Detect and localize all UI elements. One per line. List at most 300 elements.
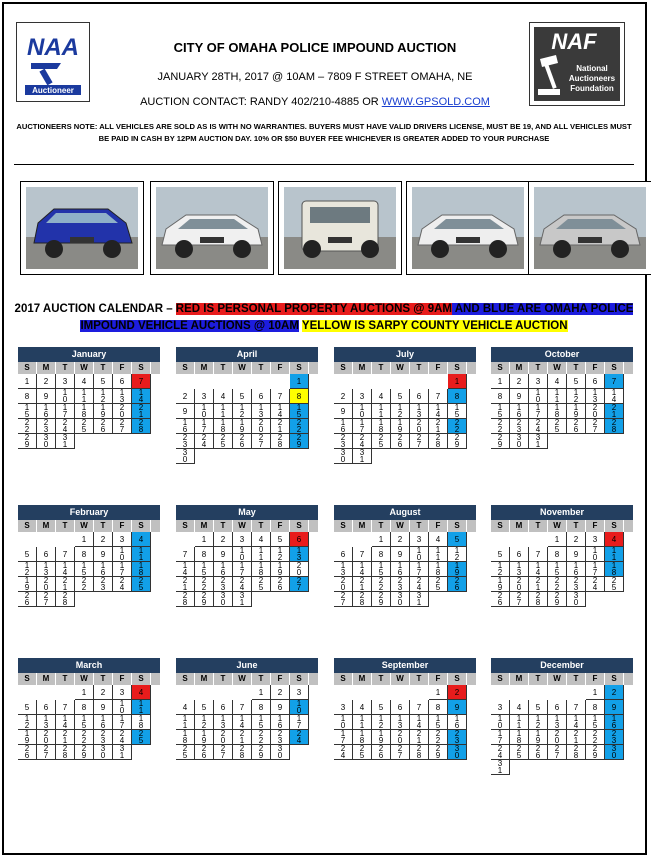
weekday-label: S bbox=[605, 520, 624, 532]
empty-day bbox=[214, 685, 233, 700]
weekday-label: F bbox=[429, 362, 448, 374]
day-cell: 1 1 bbox=[372, 404, 391, 419]
day-cell: 1 4 bbox=[429, 404, 448, 419]
day-cell: 2 4 bbox=[410, 577, 429, 592]
day-grid bbox=[334, 532, 467, 607]
day-cell: 2 4 bbox=[290, 730, 309, 745]
day-cell: 9 bbox=[94, 700, 113, 715]
day-cell: 2 5 bbox=[214, 434, 233, 449]
weekday-label: W bbox=[548, 520, 567, 532]
day-cell: 2 1 bbox=[429, 419, 448, 434]
vehicle-icon bbox=[26, 187, 138, 269]
empty-day bbox=[252, 374, 271, 389]
day-cell: 5 bbox=[372, 700, 391, 715]
day-cell: 1 8 bbox=[372, 419, 391, 434]
day-cell: 5 bbox=[94, 374, 113, 389]
day-cell: 8 bbox=[75, 700, 94, 715]
day-cell: 1 6 bbox=[214, 562, 233, 577]
weekday-label: F bbox=[586, 673, 605, 685]
day-cell: 3 0 bbox=[37, 434, 56, 449]
weekday-label: T bbox=[56, 520, 75, 532]
day-cell: 1 9 bbox=[567, 404, 586, 419]
day-cell: 2 1 bbox=[353, 577, 372, 592]
day-cell: 1 0 bbox=[233, 547, 252, 562]
month-name: August bbox=[334, 505, 476, 520]
day-cell: 2 9 bbox=[491, 434, 510, 449]
day-cell: 2 6 bbox=[372, 745, 391, 760]
month-calendar-october bbox=[491, 347, 633, 449]
day-cell: 2 3 bbox=[94, 730, 113, 745]
day-cell: 2 7 bbox=[113, 419, 132, 434]
day-cell: 8 bbox=[252, 700, 271, 715]
day-cell: 1 1 bbox=[510, 715, 529, 730]
day-cell: 4 bbox=[132, 532, 151, 547]
empty-day bbox=[233, 374, 252, 389]
month-calendar-january bbox=[18, 347, 160, 449]
month-name: May bbox=[176, 505, 318, 520]
day-cell: 2 8 bbox=[132, 419, 151, 434]
weekday-label: T bbox=[567, 673, 586, 685]
day-cell: 1 6 bbox=[176, 419, 195, 434]
calendar-title-yellow: YELLOW IS SARPY COUNTY VEHICLE AUCTION bbox=[301, 320, 568, 332]
weekday-header bbox=[176, 673, 318, 685]
day-cell: 1 4 bbox=[56, 715, 75, 730]
day-cell: 5 bbox=[18, 547, 37, 562]
day-cell: 1 3 bbox=[113, 389, 132, 404]
day-cell: 5 bbox=[271, 532, 290, 547]
weekday-label: T bbox=[252, 362, 271, 374]
weekday-label: F bbox=[113, 362, 132, 374]
day-cell: 2 0 bbox=[214, 730, 233, 745]
day-cell: 2 7 bbox=[410, 434, 429, 449]
empty-day bbox=[56, 532, 75, 547]
day-cell: 2 7 bbox=[37, 745, 56, 760]
day-cell: 1 4 bbox=[353, 562, 372, 577]
day-cell: 1 2 bbox=[372, 715, 391, 730]
day-cell: 3 bbox=[233, 532, 252, 547]
day-cell: 2 7 bbox=[290, 577, 309, 592]
contact-text: AUCTION CONTACT: RANDY 402/210-4885 OR bbox=[140, 96, 382, 108]
empty-day bbox=[372, 685, 391, 700]
month-name: January bbox=[18, 347, 160, 362]
empty-day bbox=[410, 685, 429, 700]
month-name: October bbox=[491, 347, 633, 362]
day-cell: 8 bbox=[448, 389, 467, 404]
day-cell: 1 2 bbox=[567, 389, 586, 404]
weekday-label: F bbox=[586, 520, 605, 532]
empty-day bbox=[353, 532, 372, 547]
day-cell: 1 6 bbox=[94, 562, 113, 577]
weekday-label: T bbox=[410, 673, 429, 685]
weekday-label: S bbox=[18, 362, 37, 374]
month-calendar-july bbox=[334, 347, 476, 464]
naa-logo bbox=[16, 22, 90, 102]
divider bbox=[14, 164, 634, 165]
day-cell: 2 1 bbox=[56, 730, 75, 745]
day-cell: 2 6 bbox=[448, 577, 467, 592]
day-cell: 2 1 bbox=[271, 419, 290, 434]
day-cell: 8 bbox=[429, 700, 448, 715]
day-cell: 2 8 bbox=[410, 745, 429, 760]
day-cell: 2 9 bbox=[252, 745, 271, 760]
vehicle-photo bbox=[20, 181, 144, 275]
day-cell: 6 bbox=[37, 547, 56, 562]
day-cell: 9 bbox=[567, 547, 586, 562]
weekday-label: T bbox=[56, 362, 75, 374]
empty-day bbox=[176, 685, 195, 700]
day-cell: 1 7 bbox=[491, 730, 510, 745]
day-grid bbox=[176, 374, 309, 464]
day-cell: 2 5 bbox=[510, 745, 529, 760]
naa-logo-text: NAA bbox=[27, 34, 79, 61]
weekday-label: W bbox=[75, 520, 94, 532]
day-grid bbox=[18, 685, 151, 760]
day-cell: 1 9 bbox=[448, 562, 467, 577]
day-cell: 5 bbox=[529, 700, 548, 715]
empty-day bbox=[529, 532, 548, 547]
day-cell: 2 6 bbox=[195, 745, 214, 760]
day-cell: 2 7 bbox=[214, 745, 233, 760]
day-cell: 1 3 bbox=[510, 562, 529, 577]
day-cell: 6 bbox=[410, 389, 429, 404]
month-calendar-april bbox=[176, 347, 318, 464]
day-cell: 2 0 bbox=[586, 404, 605, 419]
day-cell: 3 bbox=[113, 685, 132, 700]
day-cell: 1 3 bbox=[391, 715, 410, 730]
day-cell: 3 bbox=[290, 685, 309, 700]
empty-day bbox=[510, 532, 529, 547]
day-cell: 1 7 bbox=[195, 419, 214, 434]
day-cell: 1 0 bbox=[113, 700, 132, 715]
day-cell: 6 bbox=[334, 547, 353, 562]
day-cell: 1 2 bbox=[491, 562, 510, 577]
day-cell: 2 8 bbox=[567, 745, 586, 760]
day-cell: 2 7 bbox=[252, 434, 271, 449]
day-cell: 3 0 bbox=[94, 745, 113, 760]
day-cell: 3 bbox=[529, 374, 548, 389]
day-cell: 2 5 bbox=[429, 577, 448, 592]
day-cell: 2 9 bbox=[372, 592, 391, 607]
day-cell: 2 7 bbox=[334, 592, 353, 607]
day-cell: 2 2 bbox=[372, 577, 391, 592]
day-cell: 1 2 bbox=[233, 404, 252, 419]
day-cell: 7 bbox=[410, 700, 429, 715]
day-cell: 2 9 bbox=[429, 745, 448, 760]
day-cell: 3 bbox=[113, 532, 132, 547]
day-cell: 6 bbox=[113, 374, 132, 389]
weekday-label: S bbox=[334, 520, 353, 532]
day-cell: 1 4 bbox=[567, 715, 586, 730]
empty-day bbox=[353, 685, 372, 700]
day-cell: 1 6 bbox=[605, 715, 624, 730]
weekday-label: W bbox=[391, 520, 410, 532]
day-cell: 2 8 bbox=[271, 434, 290, 449]
empty-day bbox=[391, 685, 410, 700]
empty-day bbox=[334, 532, 353, 547]
day-cell: 2 7 bbox=[37, 592, 56, 607]
weekday-header bbox=[491, 362, 633, 374]
day-cell: 3 1 bbox=[353, 449, 372, 464]
vehicle-icon bbox=[156, 187, 268, 269]
day-cell: 1 0 bbox=[586, 547, 605, 562]
month-name: February bbox=[18, 505, 160, 520]
empty-day bbox=[195, 374, 214, 389]
day-cell: 2 4 bbox=[233, 577, 252, 592]
weekday-label: T bbox=[567, 362, 586, 374]
day-cell: 2 1 bbox=[132, 404, 151, 419]
day-cell: 2 3 bbox=[37, 419, 56, 434]
website-link[interactable]: WWW.GPSOLD.COM bbox=[381, 96, 490, 108]
day-cell: 1 0 bbox=[56, 389, 75, 404]
day-cell: 1 2 bbox=[195, 715, 214, 730]
day-grid bbox=[176, 532, 309, 607]
day-cell: 2 4 bbox=[113, 730, 132, 745]
day-cell: 1 bbox=[372, 532, 391, 547]
empty-day bbox=[176, 532, 195, 547]
day-cell: 1 7 bbox=[586, 562, 605, 577]
weekday-label: M bbox=[37, 520, 56, 532]
empty-day bbox=[56, 685, 75, 700]
day-cell: 2 9 bbox=[290, 434, 309, 449]
day-cell: 2 2 bbox=[252, 730, 271, 745]
weekday-label: F bbox=[113, 673, 132, 685]
day-cell: 8 bbox=[290, 389, 309, 404]
day-cell: 1 4 bbox=[176, 562, 195, 577]
empty-day bbox=[334, 685, 353, 700]
day-cell: 2 bbox=[214, 532, 233, 547]
day-cell: 8 bbox=[548, 547, 567, 562]
day-cell: 1 bbox=[548, 532, 567, 547]
day-cell: 2 6 bbox=[491, 592, 510, 607]
day-cell: 1 8 bbox=[214, 419, 233, 434]
day-cell: 2 7 bbox=[586, 419, 605, 434]
day-cell: 3 bbox=[195, 389, 214, 404]
day-cell: 2 9 bbox=[18, 434, 37, 449]
weekday-label: F bbox=[271, 520, 290, 532]
weekday-label: S bbox=[290, 520, 309, 532]
day-cell: 1 9 bbox=[233, 419, 252, 434]
day-cell: 2 bbox=[94, 532, 113, 547]
day-grid bbox=[176, 685, 309, 760]
month-name: November bbox=[491, 505, 633, 520]
day-cell: 5 bbox=[18, 700, 37, 715]
weekday-label: T bbox=[410, 362, 429, 374]
empty-day bbox=[18, 532, 37, 547]
day-cell: 1 5 bbox=[290, 404, 309, 419]
day-cell: 1 bbox=[429, 685, 448, 700]
day-cell: 1 8 bbox=[75, 404, 94, 419]
weekday-label: F bbox=[586, 362, 605, 374]
day-cell: 5 bbox=[491, 547, 510, 562]
calendar-title-lead: 2017 AUCTION CALENDAR – bbox=[14, 303, 176, 315]
day-cell: 7 bbox=[429, 389, 448, 404]
month-name: September bbox=[334, 658, 476, 673]
month-calendar-may bbox=[176, 505, 318, 607]
day-cell: 2 5 bbox=[176, 745, 195, 760]
day-cell: 2 1 bbox=[176, 577, 195, 592]
day-cell: 1 bbox=[18, 374, 37, 389]
day-cell: 2 5 bbox=[548, 419, 567, 434]
empty-day bbox=[37, 685, 56, 700]
weekday-label: W bbox=[75, 362, 94, 374]
day-cell: 4 bbox=[176, 700, 195, 715]
empty-day bbox=[334, 374, 353, 389]
weekday-label: T bbox=[252, 520, 271, 532]
day-cell: 8 bbox=[75, 547, 94, 562]
day-cell: 2 bbox=[176, 389, 195, 404]
weekday-label: S bbox=[290, 673, 309, 685]
day-cell: 9 bbox=[176, 404, 195, 419]
weekday-label: M bbox=[195, 520, 214, 532]
day-cell: 8 bbox=[18, 389, 37, 404]
day-cell: 2 1 bbox=[605, 404, 624, 419]
day-cell: 2 9 bbox=[75, 745, 94, 760]
day-cell: 1 bbox=[290, 374, 309, 389]
weekday-label: S bbox=[132, 362, 151, 374]
weekday-label: F bbox=[429, 520, 448, 532]
weekday-label: S bbox=[132, 673, 151, 685]
day-cell: 1 0 bbox=[410, 547, 429, 562]
calendar-title bbox=[14, 301, 634, 335]
day-cell: 1 1 bbox=[252, 547, 271, 562]
empty-day bbox=[410, 374, 429, 389]
empty-day bbox=[548, 685, 567, 700]
day-cell: 4 bbox=[429, 532, 448, 547]
day-cell: 2 2 bbox=[491, 419, 510, 434]
day-cell: 7 bbox=[176, 547, 195, 562]
day-cell: 1 4 bbox=[56, 562, 75, 577]
day-cell: 6 bbox=[391, 700, 410, 715]
month-calendar-february bbox=[18, 505, 160, 607]
day-cell: 1 3 bbox=[252, 404, 271, 419]
day-cell: 2 5 bbox=[353, 745, 372, 760]
day-cell: 2 4 bbox=[195, 434, 214, 449]
day-cell: 1 7 bbox=[334, 730, 353, 745]
day-cell: 1 1 bbox=[353, 715, 372, 730]
weekday-label: F bbox=[271, 362, 290, 374]
day-cell: 1 5 bbox=[252, 715, 271, 730]
day-cell: 2 6 bbox=[94, 419, 113, 434]
weekday-label: F bbox=[271, 673, 290, 685]
weekday-label: S bbox=[176, 362, 195, 374]
day-cell: 2 3 bbox=[214, 577, 233, 592]
day-cell: 2 1 bbox=[410, 730, 429, 745]
day-cell: 2 bbox=[448, 685, 467, 700]
day-cell: 1 3 bbox=[214, 715, 233, 730]
day-cell: 3 0 bbox=[271, 745, 290, 760]
day-cell: 2 3 bbox=[567, 577, 586, 592]
day-cell: 3 1 bbox=[410, 592, 429, 607]
weekday-label: T bbox=[567, 520, 586, 532]
weekday-label: S bbox=[491, 362, 510, 374]
day-cell: 1 8 bbox=[429, 562, 448, 577]
weekday-label: S bbox=[448, 520, 467, 532]
day-cell: 1 3 bbox=[410, 404, 429, 419]
day-cell: 6 bbox=[586, 374, 605, 389]
day-cell: 2 0 bbox=[410, 419, 429, 434]
day-cell: 1 5 bbox=[18, 404, 37, 419]
day-cell: 2 5 bbox=[75, 419, 94, 434]
weekday-label: W bbox=[391, 362, 410, 374]
day-cell: 1 9 bbox=[529, 730, 548, 745]
day-cell: 2 0 bbox=[113, 404, 132, 419]
weekday-label: M bbox=[37, 362, 56, 374]
day-cell: 2 3 bbox=[510, 419, 529, 434]
day-cell: 1 bbox=[75, 532, 94, 547]
weekday-header bbox=[18, 362, 160, 374]
day-cell: 2 6 bbox=[567, 419, 586, 434]
day-cell: 1 bbox=[195, 532, 214, 547]
vehicle-photo bbox=[150, 181, 274, 275]
day-cell: 3 0 bbox=[334, 449, 353, 464]
day-cell: 1 4 bbox=[233, 715, 252, 730]
day-cell: 2 2 bbox=[548, 577, 567, 592]
naf-logo bbox=[529, 22, 625, 106]
empty-day bbox=[271, 374, 290, 389]
weekday-header bbox=[176, 520, 318, 532]
day-cell: 1 0 bbox=[113, 547, 132, 562]
day-cell: 2 2 bbox=[75, 730, 94, 745]
day-cell: 2 4 bbox=[529, 419, 548, 434]
day-cell: 1 8 bbox=[132, 562, 151, 577]
weekday-label: F bbox=[429, 673, 448, 685]
day-cell: 2 9 bbox=[195, 592, 214, 607]
day-cell: 3 1 bbox=[113, 745, 132, 760]
day-cell: 9 bbox=[334, 404, 353, 419]
weekday-label: M bbox=[353, 673, 372, 685]
empty-day bbox=[233, 685, 252, 700]
day-cell: 1 6 bbox=[448, 715, 467, 730]
day-cell: 7 bbox=[529, 547, 548, 562]
day-cell: 2 6 bbox=[271, 577, 290, 592]
weekday-label: T bbox=[214, 362, 233, 374]
day-cell: 9 bbox=[605, 700, 624, 715]
day-cell: 2 7 bbox=[510, 592, 529, 607]
day-cell: 1 8 bbox=[252, 562, 271, 577]
day-cell: 1 9 bbox=[94, 404, 113, 419]
day-cell: 6 bbox=[214, 700, 233, 715]
weekday-label: T bbox=[529, 520, 548, 532]
weekday-label: S bbox=[448, 673, 467, 685]
day-cell: 1 6 bbox=[510, 404, 529, 419]
day-cell: 2 1 bbox=[529, 577, 548, 592]
day-cell: 2 1 bbox=[56, 577, 75, 592]
day-cell: 2 6 bbox=[18, 592, 37, 607]
day-cell: 5 bbox=[233, 389, 252, 404]
day-cell: 1 1 bbox=[605, 547, 624, 562]
day-cell: 7 bbox=[132, 374, 151, 389]
day-cell: 2 4 bbox=[353, 434, 372, 449]
day-cell: 2 4 bbox=[334, 745, 353, 760]
day-cell: 2 bbox=[510, 374, 529, 389]
day-cell: 1 7 bbox=[233, 562, 252, 577]
day-cell: 2 5 bbox=[372, 434, 391, 449]
weekday-label: W bbox=[548, 673, 567, 685]
day-cell: 1 2 bbox=[94, 389, 113, 404]
weekday-label: S bbox=[491, 673, 510, 685]
auction-contact-line bbox=[110, 96, 520, 108]
day-cell: 2 0 bbox=[510, 577, 529, 592]
day-grid bbox=[334, 685, 467, 760]
weekday-label: S bbox=[448, 362, 467, 374]
day-cell: 1 9 bbox=[391, 419, 410, 434]
day-cell: 1 5 bbox=[586, 715, 605, 730]
weekday-label: T bbox=[252, 673, 271, 685]
day-cell: 2 8 bbox=[233, 745, 252, 760]
naf-logo-line4: Foundation bbox=[570, 84, 614, 93]
weekday-header bbox=[176, 362, 318, 374]
month-calendar-november bbox=[491, 505, 633, 607]
